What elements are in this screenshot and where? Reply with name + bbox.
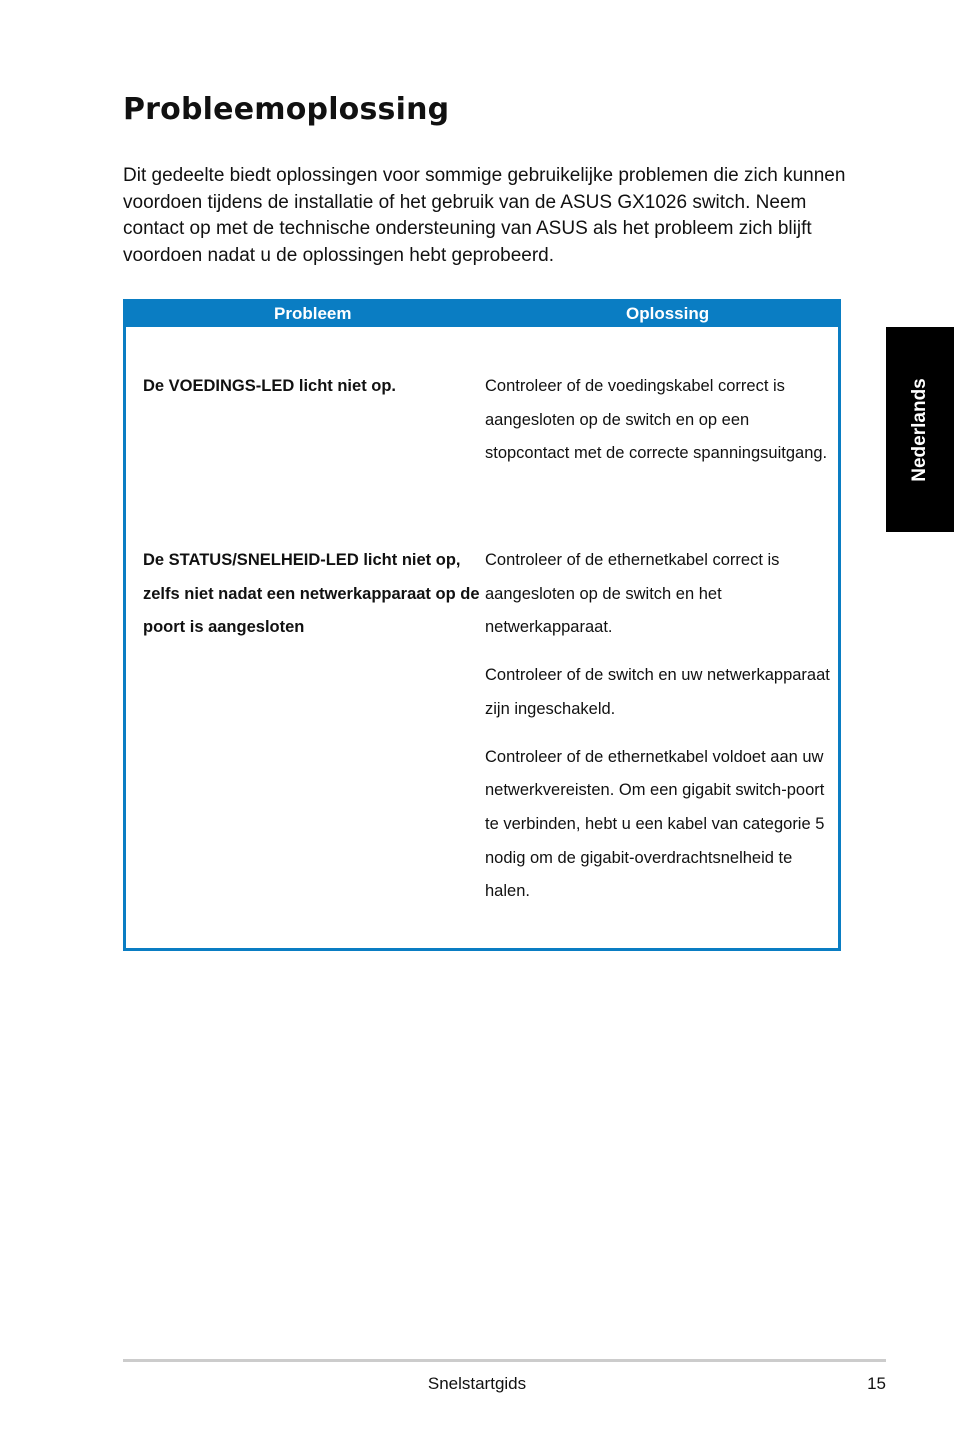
solution-cell	[485, 544, 830, 923]
header-solution: Oplossing	[626, 304, 710, 323]
problem-text: De VOEDINGS-LED licht niet op.	[143, 377, 397, 395]
solution-text: Controleer of de ethernetkabel voldoet aan uw netwerkvereisten. Om een gigabit switch-poort te verbinden, hebt u een kabel van categorie 5 nodig om de gigabit-overdrachtsnelheid te halen.	[485, 747, 825, 901]
footer-title: Snelstartgids	[427, 1374, 527, 1393]
solution-text: Controleer of de voedingskabel correct is aangesloten op de switch en op een stopcontact met de correcte spanningsuitgang.	[485, 377, 828, 463]
table-header	[126, 299, 838, 327]
language-side-tab	[886, 327, 954, 532]
troubleshooting-table	[123, 299, 841, 951]
solution-cell	[485, 370, 830, 485]
page-title: Probleemoplossing	[123, 92, 450, 127]
intro-paragraph: Dit gedeelte biedt oplossingen voor sommige gebruikelijke problemen die zich kunnen voordoen tijdens de installatie of het gebruik van de ASUS GX1026 switch. Neem contact op met de technische ondersteuning van ASUS als het probleem zich blijft voordoen nadat u de oplossingen hebt geprobeerd.	[123, 165, 846, 266]
header-problem: Probleem	[274, 304, 352, 323]
solution-text: Controleer of de switch en uw netwerkapparaat zijn ingeschakeld.	[485, 666, 830, 718]
page-number: 15	[867, 1374, 886, 1393]
language-tab-label: Nederlands	[909, 377, 930, 482]
problem-text: De STATUS/SNELHEID-LED licht niet op, zelfs niet nadat een netwerkapparaat op de poort is aangesloten	[143, 551, 480, 637]
solution-text: Controleer of de ethernetkabel correct is aangesloten op de switch en het netwerkapparaat.	[485, 551, 780, 637]
footer-divider	[123, 1359, 886, 1362]
